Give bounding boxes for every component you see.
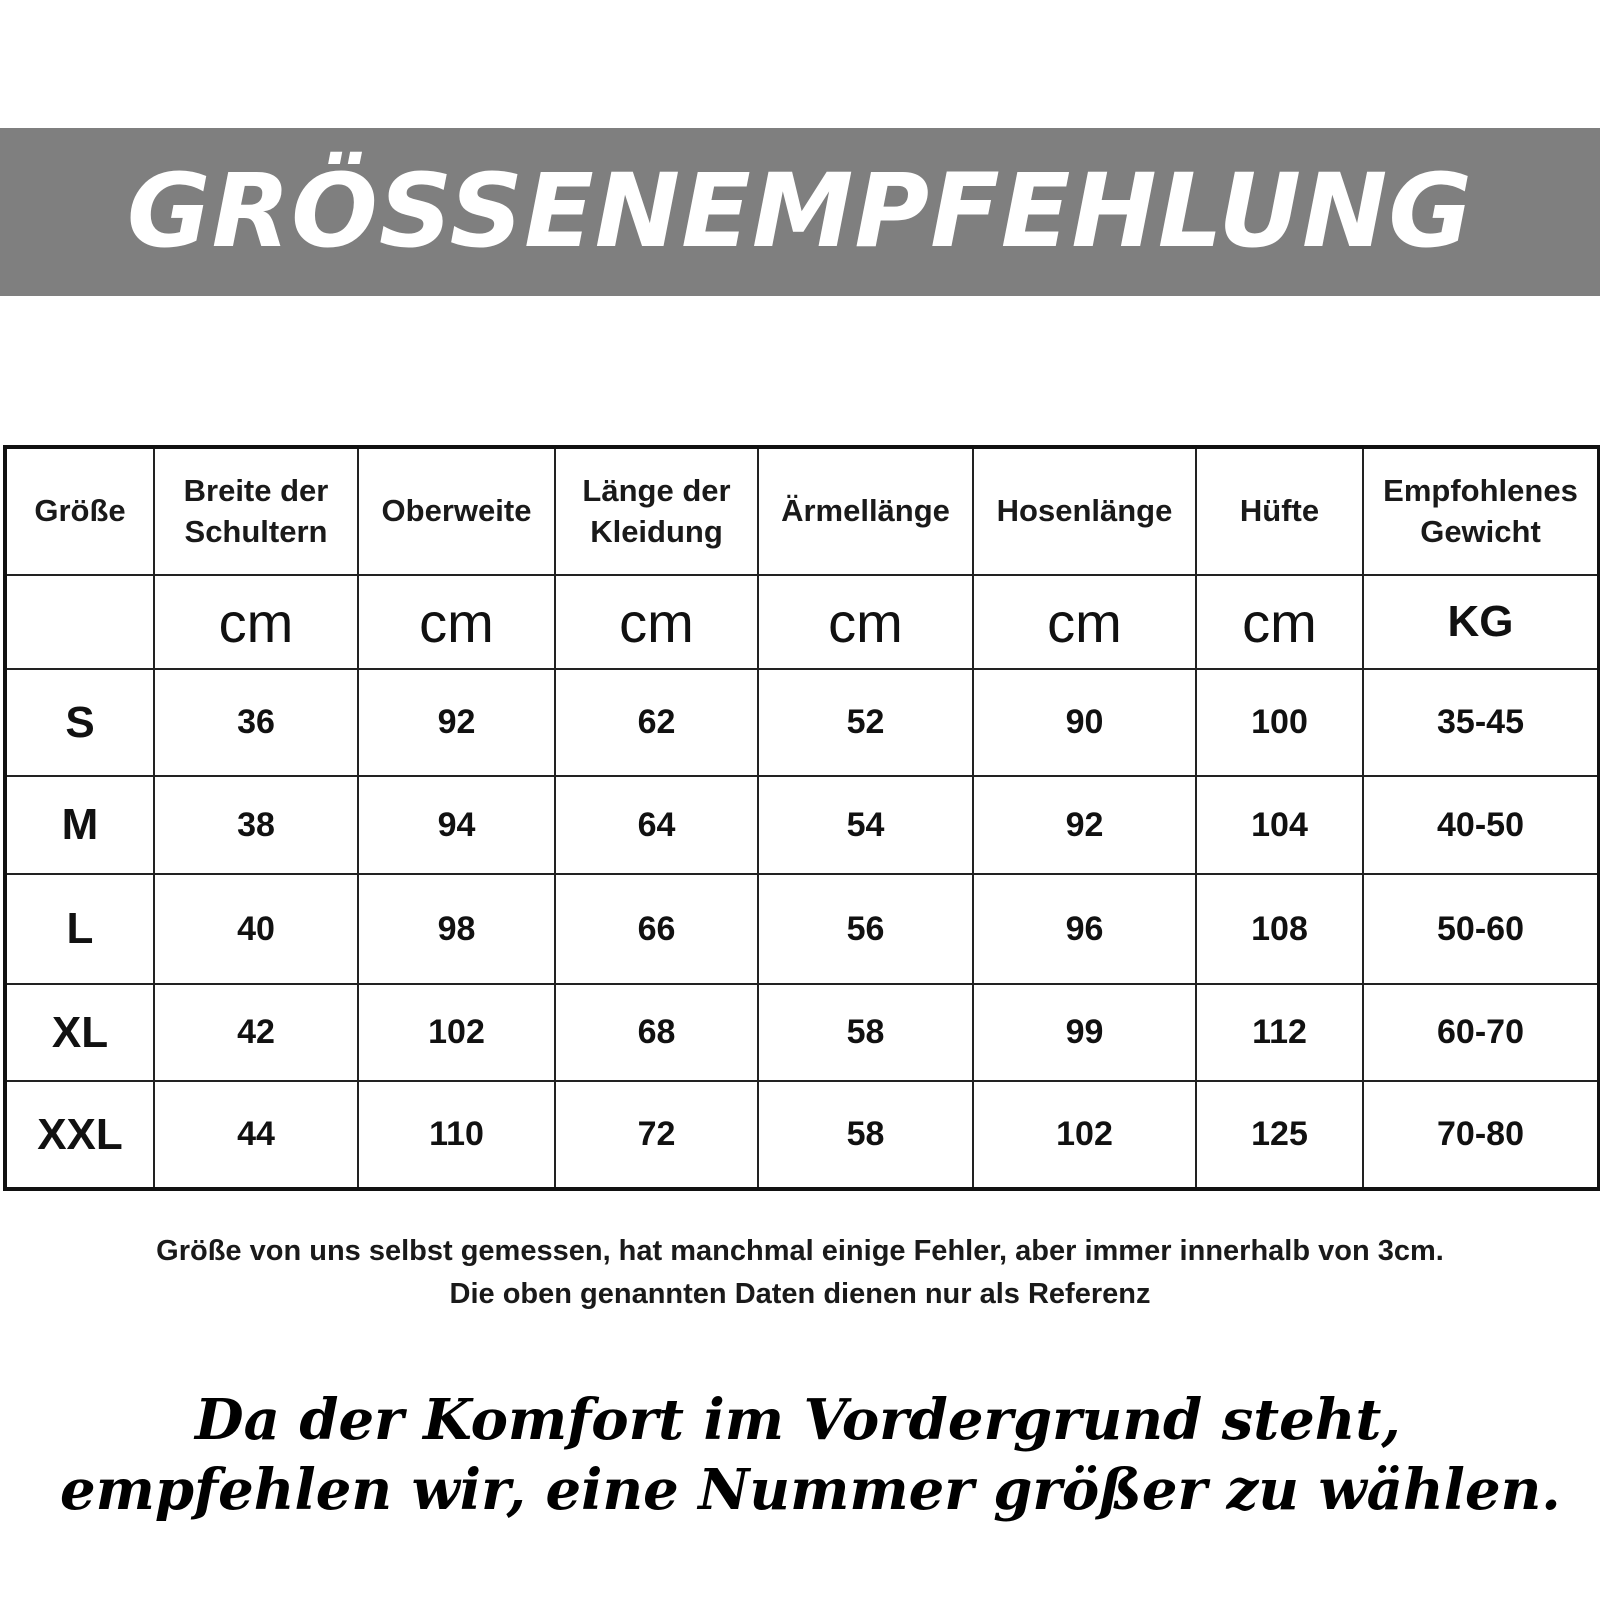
- slogan-line-1: Da der Komfort im Vordergrund steht,: [195, 1387, 1401, 1453]
- table-cell: 44: [154, 1081, 358, 1189]
- size-label: M: [5, 776, 154, 874]
- table-cell: 94: [358, 776, 555, 874]
- table-cell: 36: [154, 669, 358, 776]
- unit-cell: cm: [555, 575, 758, 669]
- table-row: [5, 776, 1599, 874]
- table-cell: 70-80: [1363, 1081, 1599, 1189]
- table-cell: 102: [973, 1081, 1196, 1189]
- unit-cell: [5, 575, 154, 669]
- table-cell: 58: [758, 1081, 973, 1189]
- unit-cell: cm: [1196, 575, 1363, 669]
- table-cell: 90: [973, 669, 1196, 776]
- table-cell: 96: [973, 874, 1196, 984]
- header-sleeve-length: Ärmellänge: [758, 447, 973, 575]
- header-pants-length: Hosenlänge: [973, 447, 1196, 575]
- header-bust: Oberweite: [358, 447, 555, 575]
- table-cell: 42: [154, 984, 358, 1081]
- table-row: [5, 669, 1599, 776]
- unit-cell: cm: [973, 575, 1196, 669]
- table-cell: 110: [358, 1081, 555, 1189]
- table-cell: 58: [758, 984, 973, 1081]
- header-size: Größe: [5, 447, 154, 575]
- table-cell: 68: [555, 984, 758, 1081]
- header-hip: Hüfte: [1196, 447, 1363, 575]
- recommendation-slogan: [60, 1385, 1560, 1525]
- table-cell: 38: [154, 776, 358, 874]
- table-cell: 102: [358, 984, 555, 1081]
- unit-row: [5, 575, 1599, 669]
- table-row: [5, 984, 1599, 1081]
- table-cell: 54: [758, 776, 973, 874]
- title-banner: [0, 128, 1600, 296]
- unit-cell: KG: [1363, 575, 1599, 669]
- note-line-1: Größe von uns selbst gemessen, hat manchmal einige Fehler, aber immer innerhalb von 3cm.: [156, 1235, 1444, 1267]
- table-cell: 64: [555, 776, 758, 874]
- table-row: [5, 1081, 1599, 1189]
- size-label: S: [5, 669, 154, 776]
- table-cell: 98: [358, 874, 555, 984]
- table-cell: 40-50: [1363, 776, 1599, 874]
- unit-cell: cm: [358, 575, 555, 669]
- table-cell: 50-60: [1363, 874, 1599, 984]
- table-cell: 100: [1196, 669, 1363, 776]
- table-cell: 112: [1196, 984, 1363, 1081]
- table-cell: 35-45: [1363, 669, 1599, 776]
- table-cell: 56: [758, 874, 973, 984]
- header-row: [5, 447, 1599, 575]
- table-cell: 40: [154, 874, 358, 984]
- size-label: XXL: [5, 1081, 154, 1189]
- unit-cell: cm: [758, 575, 973, 669]
- table-cell: 92: [358, 669, 555, 776]
- table-cell: 60-70: [1363, 984, 1599, 1081]
- table-cell: 62: [555, 669, 758, 776]
- table-row: [5, 874, 1599, 984]
- table-cell: 108: [1196, 874, 1363, 984]
- header-length: Länge der Kleidung: [555, 447, 758, 575]
- table-cell: 72: [555, 1081, 758, 1189]
- table-cell: 104: [1196, 776, 1363, 874]
- measurement-note: [0, 1230, 1600, 1316]
- table-cell: 52: [758, 669, 973, 776]
- header-weight: Empfohlenes Gewicht: [1363, 447, 1599, 575]
- unit-cell: cm: [154, 575, 358, 669]
- size-table: [3, 445, 1600, 1191]
- header-shoulder-width: Breite der Schultern: [154, 447, 358, 575]
- table-cell: 66: [555, 874, 758, 984]
- table-cell: 99: [973, 984, 1196, 1081]
- slogan-line-2: empfehlen wir, eine Nummer größer zu wählen.: [60, 1457, 1561, 1523]
- note-line-2: Die oben genannten Daten dienen nur als Referenz: [449, 1278, 1151, 1310]
- table-cell: 125: [1196, 1081, 1363, 1189]
- size-label: L: [5, 874, 154, 984]
- page-title: GRÖSSENEMPFEHLUNG: [126, 152, 1474, 271]
- table-cell: 92: [973, 776, 1196, 874]
- size-label: XL: [5, 984, 154, 1081]
